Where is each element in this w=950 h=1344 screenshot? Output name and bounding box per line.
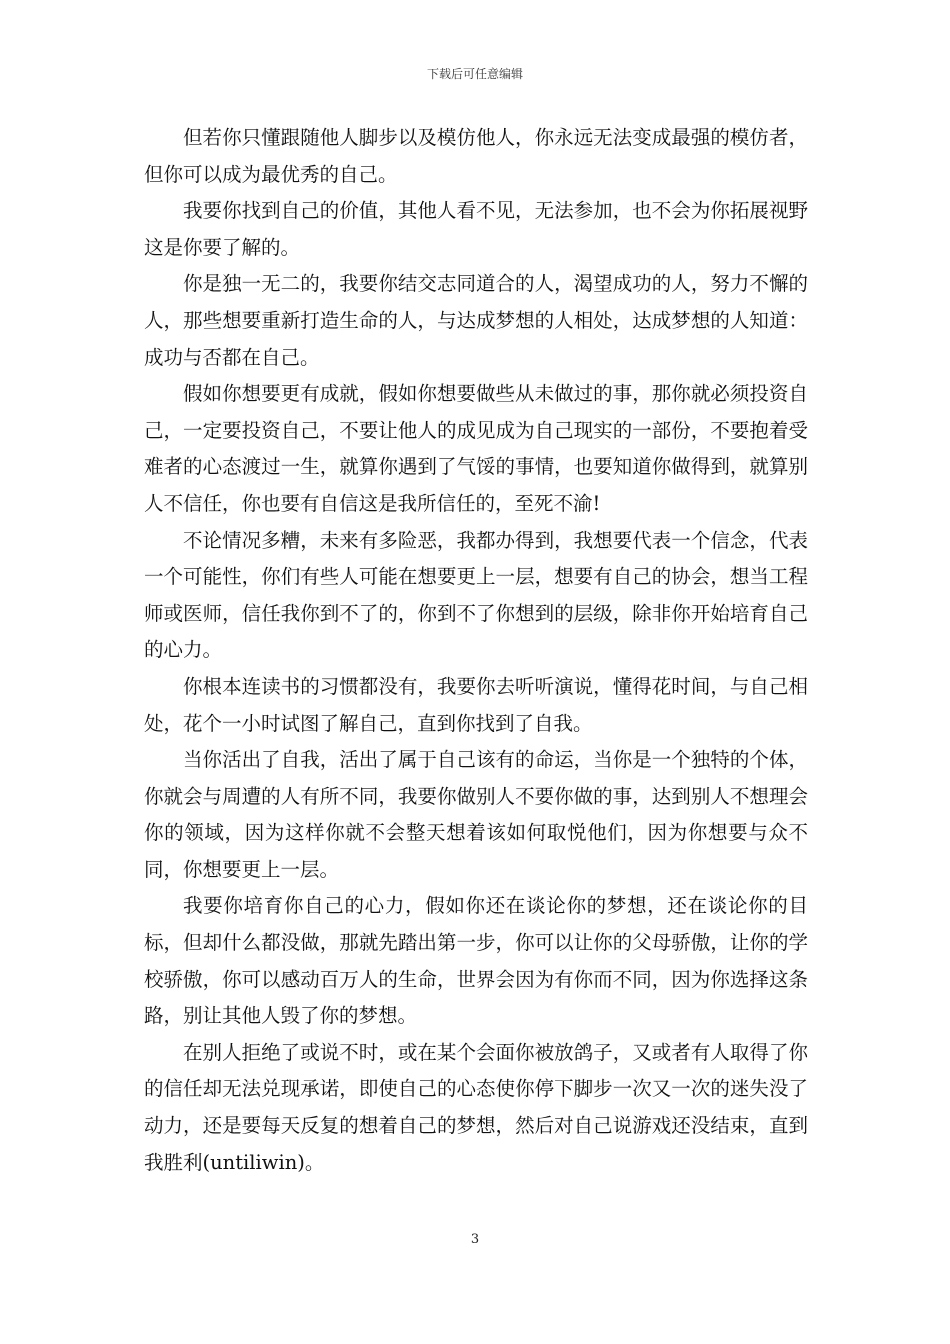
paragraph: 当你活出了自我，活出了属于自己该有的命运，当你是一个独特的个体，你就会与周遭的人有所不同，我要你做别人不要你做的事，达到别人不想理会你的领域，因为这样你就不会整天想着该如何取悦他们，因为你想要与众不同，你想要更上一层。 [144, 748, 808, 881]
paragraph: 不论情况多糟，未来有多险恶，我都办得到，我想要代表一个信念，代表一个可能性，你们有些人可能在想要更上一层，想要有自己的协会，想当工程师或医师，信任我你到不了的，你到不了你想到的层级，除非你开始培育自己的心力。 [144, 528, 808, 662]
paragraph: 但若你只懂跟随他人脚步以及模仿他人，你永远无法变成最强的模仿者，但你可以成为最优秀的自己。 [144, 126, 808, 186]
page-number: 3 [470, 1232, 480, 1247]
paragraph: 我要你找到自己的价值，其他人看不见，无法参加，也不会为你拓展视野这是你要了解的。 [144, 199, 808, 259]
paragraph: 你是独一无二的，我要你结交志同道合的人，渴望成功的人，努力不懈的人，那些想要重新打造生命的人，与达成梦想的人相处，达成梦想的人知道：成功与否都在自己。 [144, 272, 808, 369]
paragraph: 在别人拒绝了或说不时，或在某个会面你被放鸽子，又或者有人取得了你的信任却无法兑现承诺，即使自己的心态使你停下脚步一次又一次的迷失没了动力，还是要每天反复的想着自己的梦想，然后对自己说游戏还没结束，直到我胜利(untiliwin)。 [144, 1040, 808, 1174]
paragraph: 假如你想要更有成就，假如你想要做些从未做过的事，那你就必须投资自己，一定要投资自己，不要让他人的成见成为自己现实的一部份，不要抱着受难者的心态渡过一生，就算你遇到了气馁的事情，也要知道你做得到，就算别人不信任，你也要有自信这是我所信任的，至死不渝! [144, 382, 808, 515]
page-header: 下载后可任意编辑 [426, 67, 523, 81]
paragraph: 我要你培育你自己的心力，假如你还在谈论你的梦想，还在谈论你的目标，但却什么都没做，那就先踏出第一步，你可以让你的父母骄傲，让你的学校骄傲，你可以感动百万人的生命，世界会因为有你而不同，因为你选择这条路，别让其他人毁了你的梦想。 [144, 894, 808, 1028]
paragraph: 你根本连读书的习惯都没有，我要你去听听演说，懂得花时间，与自己相处，花个一小时试图了解自己，直到你找到了自我。 [144, 674, 808, 735]
document-body [144, 120, 808, 1181]
